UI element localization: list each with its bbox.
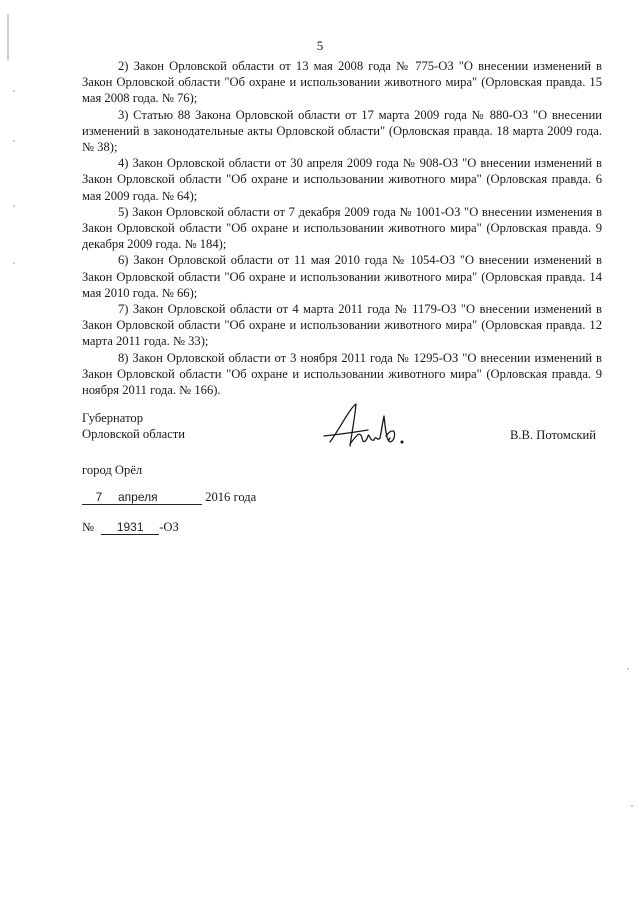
handwritten-signature-icon xyxy=(322,398,412,458)
law-number xyxy=(82,520,179,535)
signer-title-line2: Орловской области xyxy=(82,427,186,442)
list-item: 8) Закон Орловской области от 3 ноября 2011 года № 1295-ОЗ "О внесении изменений в Закон Орловской области "Об охране и использовании животного мира" (Орловская правда. 9 ноября 2011 года. № 166). xyxy=(82,350,602,398)
date-year: 2016 года xyxy=(205,490,257,504)
city: город Орёл xyxy=(82,463,143,477)
list-item: 2) Закон Орловской области от 13 мая 2008 года № 775-ОЗ "О внесении изменений в Закон Орловской области "Об охране и использовании животного мира" (Орловская правда. 15 мая 2008 года. № 76); xyxy=(82,59,602,106)
list-item: 4) Закон Орловской области от 30 апреля 2009 года № 908-ОЗ "О внесении изменений в Закон Орловской области "Об охране и использовании животного мира" (Орловская правда. 6 мая 2009 года. № 64); xyxy=(82,156,602,203)
number-sign: № xyxy=(82,520,95,534)
number-blank xyxy=(101,521,159,535)
list-item: 5) Закон Орловской области от 7 декабря 2009 года № 1001-ОЗ "О внесении изменения в Закон Орловской области "Об охране и использовании животного мира" (Орловская правда. 9 декабря 2009 года. № 184); xyxy=(82,204,602,252)
signer-name: В.В. Потомский xyxy=(510,428,597,442)
signer-title-line1: Губернатор xyxy=(82,411,143,425)
date-month: апреля xyxy=(118,490,158,504)
page-number: 5 xyxy=(316,38,324,53)
list-item: 6) Закон Орловской области от 11 мая 2010 года № 1054-ОЗ "О внесении изменений в Закон Орловской области "Об охране и использовании животного мира" (Орловская правда. 14 мая 2010 года. № 66); xyxy=(82,253,602,300)
date-day: 7 xyxy=(95,490,103,504)
signer-title xyxy=(82,410,185,442)
amendment-list xyxy=(82,58,602,398)
number-suffix: -ОЗ xyxy=(159,520,179,534)
signing-date xyxy=(82,490,256,505)
list-item: 3) Статью 88 Закона Орловской области от 17 марта 2009 года № 880-ОЗ "О внесении изменений в законодательные акты Орловской области" (Орловская правда. 18 марта 2009 года. № 38); xyxy=(82,107,602,155)
list-item: 7) Закон Орловской области от 4 марта 2011 года № 1179-ОЗ "О внесении изменений в Закон Орловской области "Об охране и использовании животного мира" (Орловская правда. 12 марта 2011 года. № 33); xyxy=(82,302,602,349)
date-month-blank xyxy=(116,491,202,505)
number-value: 1931 xyxy=(116,520,144,534)
date-day-blank xyxy=(82,491,116,505)
